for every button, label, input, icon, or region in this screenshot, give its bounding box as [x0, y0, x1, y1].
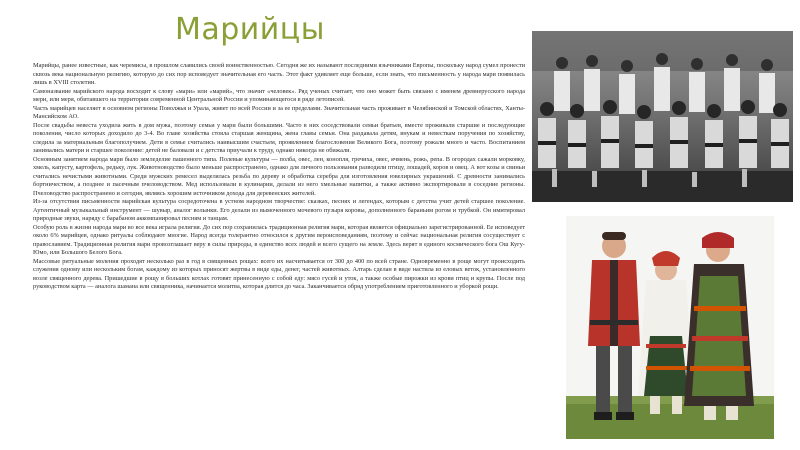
- paragraph: Особую роль в жизни народа мари во все века играла религия. До сих пор сохранилась традиционная религия мари, которая является официально зарегистрированной. Ее исповедует около 6% марийцев, однако ритуалы соблюдают многие. Народ всегда толерантно относился к другим вероисповеданиям, поэтому и сейчас национальная религия сосуществует с православием. Традиционная религия мари провозглашает веру в силы природы, в единство всех людей и всего сущего на земле. Здесь верят в единого космического бога Ош Кугу-Юмо, или Большого Белого Бога.: [33, 223, 525, 256]
- historical-group-photo: [532, 31, 793, 202]
- paragraph: Марийцы, ранее известные, как черемисы, в прошлом славились своей воинственностью. Сегодня же их называют последними язычниками Европы, поскольку народ сумел пронести сквозь века национальную религию, которую до сих пор исповедует значительная его часть. Этот факт удивляет еще больше, если знать, что письменность у народа мари появилась лишь в XVIII столетии.: [33, 62, 525, 86]
- paragraph: Массовые ритуальные моления проходят несколько раз в год в священных рощах: всего их насчитывается от 300 до 400 по всей стране. Одновременно в роще могут происходить служения одному или нескольким богам, каждому из которых приносят жертвы в виде еды, денег, частей животных. Алтарь сделан в виде настила из еловых веток, установленного возле священного дерева. Пришедшие в рощу в больших котлах готовят принесенную с собой еду: мясо гусей и уток, а также особые пирожки из крови птиц и крупы. После под руководством карта — аналога шамана или священника, начинается молитва, которая длится до часа. Заканчивается обряд употреблением приготовленного и уборкой рощи.: [33, 257, 525, 290]
- paragraph: Часть марийцев населяет в основном регионы Поволжья и Урала, живет по всей России и за ее пределами. Значительная часть проживает в Челябинской и Томской областях, Ханты-Мансийском АО.: [33, 104, 525, 120]
- traditional-costume-photo: [566, 216, 774, 439]
- paragraph: Основным занятием народа мари было земледелие пашенного типа. Полевые культуры — полба, овес, лен, конопля, гречиха, овес, ячмень, рожь, репа. В огородах сажали морковку, хмель, капусту, картофель, редьку, лук. Животноводство было меньше распространено, однако для личного пользования разводили птицу, лошадей, коров и овец. А вот козы и свиньи считались нечистыми животными. Среди мужских ремесел выделялась резьба по дереву и обработка серебра для изготовления ювелирных украшений. С древности занимались бортничеством, а позднее и пасечным пчеловодством. Мед использовали в кулинарии, делали из него хмельные напитки, а также активно экспортировали в соседние регионы. Пчеловодство распространено и сегодня, являясь хорошим источником дохода для деревенских жителей.: [33, 155, 525, 197]
- body-text: [33, 62, 525, 292]
- paragraph: После свадьбы невеста уходила жить в дом мужа, поэтому семьи у мари были большими. Часто в них соседствовали семьи братьев, вместе проживали старшие и последующие поколения, число которых доходило до 3-4. Во главе хозяйства стояла старшая женщина, жена главы семьи. Она раздавала детям, внукам и невесткам поручения по хозяйству, следила за материальным благополучием. Дети в семье считались наивысшим счастьем, проявлением благословения Великого Бога, поэтому рожали много и часто. Воспитанием занимались матери и старшее поколение: детей не баловали и с детства приучали к труду, однако никогда не обижали.: [33, 121, 525, 154]
- paragraph: Самоназвание марийского народа восходит к слову «мари» или «марий», что значит «человек». Ряд ученых считает, что оно может быть связано с именем древнерусского народа мери, или меря, обитавшего на территории современной Центральной России и упоминающегося в ряде летописей.: [33, 87, 525, 103]
- page-title: Марийцы: [175, 12, 325, 47]
- paragraph: Из-за отсутствия письменности марийская культура сосредоточена в устном народном творчестве: сказках, песнях и легендах, которым с детства учит детей старшее поколение. Аутентичный музыкальный инструмент — шувыр, аналог волынки. Его делали из вымоченного мочевого пузыря коровы, дополненного бараньим рогом и трубкой. Он имитировал природные звуки, наряду с барабаном аккомпанировал песням и танцам.: [33, 198, 525, 222]
